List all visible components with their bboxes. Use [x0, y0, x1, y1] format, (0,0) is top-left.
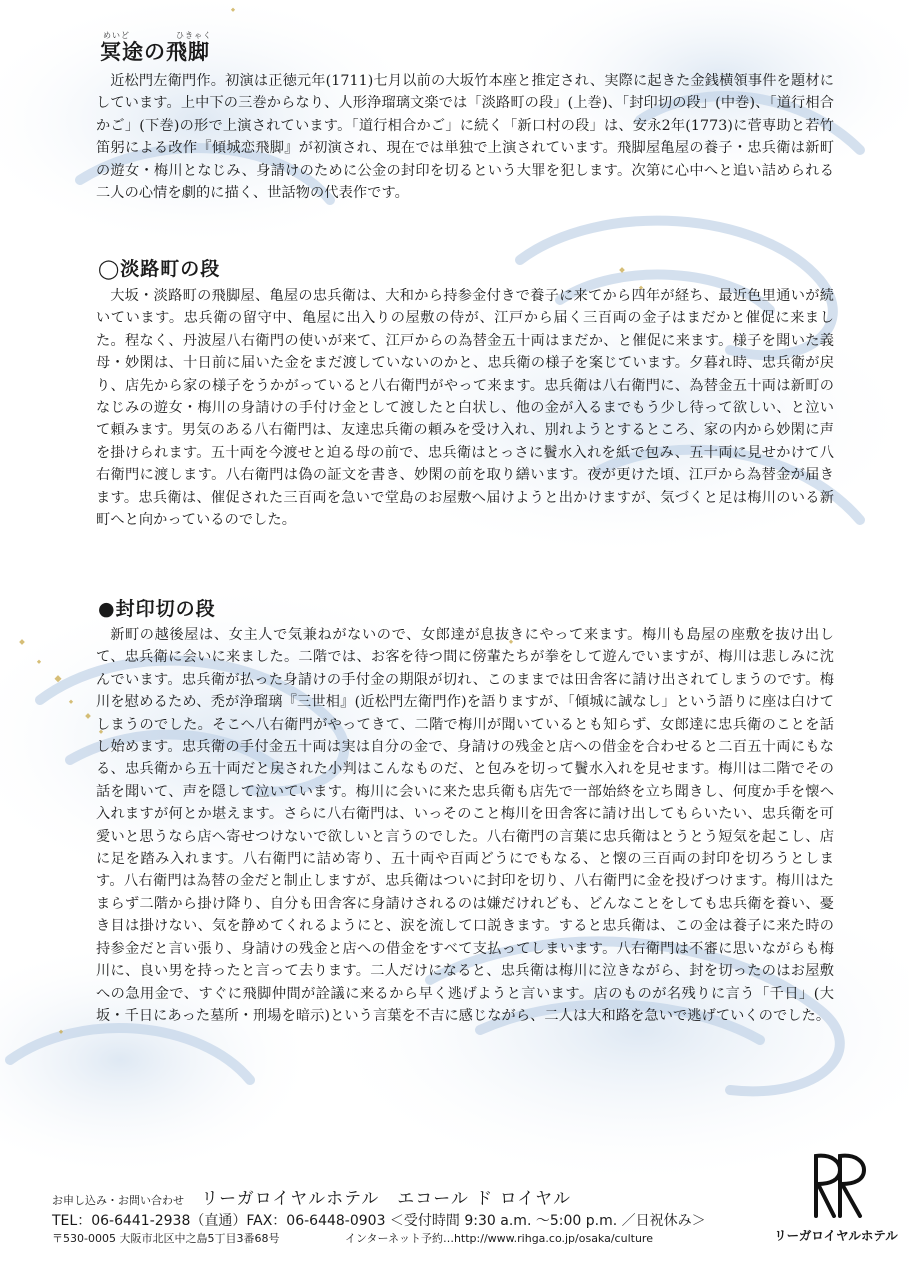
- title-ruby-hikyaku: ひきゃく: [176, 31, 212, 40]
- hotel-logo: [770, 1152, 902, 1252]
- intro-paragraph: 近松門左衛門作。初演は正徳元年(1711)七月以前の大坂竹本座と推定され、実際に起きた金銭横領事件を題材にしています。上中下の三巻からなり、人形浄瑠璃文楽では「淡路町の段」(上巻)、「封印切の段」(中巻)、「道行相合かご」(下巻)の形で上演されています。「道行相合かご」に続く「新口村の段」は、安永2年(1773)に菅専助と若竹笛躬による改作『傾城恋飛脚』が初演され、現在では単独で上演されています。飛脚屋亀屋の養子・忠兵衛は新町の遊女・梅川となじみ、身請けのために公金の封印を切るという大罪を犯します。次第に心中へと追い詰められる二人の心情を劇的に描く、世話物の代表作です。: [96, 73, 834, 202]
- section-heading-fuuingiri: ●封印切の段: [98, 598, 216, 620]
- logo-text: リーガロイヤルホテル: [774, 1228, 898, 1243]
- phone-line: TEL：06-6441-2938（直通）FAX：06-6448-0903 ＜受付時間 9:30 a.m. ～5:00 p.m. ／日祝休み＞: [52, 1213, 706, 1229]
- section-body-awajimachi: 大坂・淡路町の飛脚屋、亀屋の忠兵衛は、大和から持参金付きで養子に来てから四年が経ち、最近色里通いが続いています。忠兵衛の留守中、亀屋に出入りの屋敷の侍が、江戸から届く三百両の金子はまだかと催促に来ました。程なく、丹波屋八右衛門の使いが来て、江戸からの為替金五十両はまだか、と催促に来ます。様子を聞いた義母・妙閑は、十日前に届いた金をまだ渡していないのかと、忠兵衛の様子を案じています。夕暮れ時、忠兵衛が戻り、店先から家の様子をうかがっていると八右衛門がやって来ます。忠兵衛は八右衛門に、為替金五十両は新町のなじみの遊女・梅川の身請けの手付け金として渡したと白状し、他の金が入るまでもう少し待って欲しい、と泣いて頼みます。男気のある八右衛門は、友達忠兵衛の頼みを受け入れ、別れようとするところ、家の内から妙閑に声を掛けられます。五十両を今渡せと迫る母の前で、忠兵衛はとっさに鬢水入れを紙で包み、五十両に見せかけて八右衛門に渡します。八右衛門は偽の証文を書き、妙閑の前を取り繕います。夜が更けた頃、江戸から為替金が届きます。忠兵衛は、催促された三百両を急いで堂島のお屋敷へ届けようと出かけますが、気づくと足は梅川のいる新町へと向かっているのでした。: [96, 288, 834, 529]
- page-title: 冥途の飛脚: [100, 39, 210, 64]
- address: 〒530-0005 大阪市北区中之島5丁目3番68号: [52, 1232, 280, 1245]
- section-body-fuuingiri: 新町の越後屋は、女主人で気兼ねがないので、女郎達が息抜きにやって来ます。梅川も島屋の座敷を抜け出して、忠兵衛に会いに来ました。二階では、お客を待つ間に傍輩たちが拳をして遊んでいますが、梅川は悲しみに沈んでいます。忠兵衛が払った身請けの手付金の期限が切れ、このままでは田舎客に請け出されてしまうのです。梅川を慰めるため、禿が浄瑠璃『三世相』(近松門左衛門作)を語りますが、「傾城に誠なし」という語りに座は白けてしまうのでした。そこへ八右衛門がやってきて、二階で梅川が聞いているとも知らず、女郎達に忠兵衛のことを話し始めます。忠兵衛の手付金五十両は実は自分の金で、身請けの残金と店への借金を合わせると二百五十両にもなる、忠兵衛から五十両だと戻された小判はこんなものだ、と包みを切って鬢水入れを見せます。梅川は二階でその話を聞いて、声を隠して泣いています。梅川に会いに来た忠兵衛も店先で一部始終を立ち聞きし、何度か手を懐へ入れますが何とか堪えます。さらに八右衛門は、いっそのこと梅川を田舎客に請け出してもらいたい、忠兵衛を可愛いと思うなら店へ寄せつけないで欲しいと言うのでした。八右衛門の言葉に忠兵衛はとうとう短気を起こし、店に足を踏み入れます。八右衛門に詰め寄り、五十両や百両どうにでもなる、と懐の三百両の封印を切ろうとします。八右衛門は為替の金だと制止しますが、忠兵衛はついに封印を切り、八右衛門に金を投げつけます。梅川はたまらず二階から掛け降り、自分も田舎客に身請けされるのは嫌だけれども、どんなことをしても忠兵衛を養い、憂き目は掛けない、気を静めてくれるようにと、涙を流して口説きます。すると忠兵衛は、この金は養子に来た時の持参金だと言い張り、身請けの残金と店への借金をすべて支払ってしまいます。八右衛門は不審に思いながらも梅川に、良い男を持ったと言って去ります。二人だけになると、忠兵衛は梅川に泣きながら、封を切ったのはお屋敷への急用金で、すぐに飛脚仲間が詮議に来るから早く逃げようと言います。店のものが名残りに言う「千日」(大坂・千日にあった墓所・刑場を暗示)という言葉を不吉に感じながら、二人は大和路を急いで逃げていくのでした。: [96, 627, 834, 1024]
- contact-label: お申し込み・お問い合わせ: [52, 1194, 184, 1207]
- web-reservation-link[interactable]: インターネット予約…http://www.rihga.co.jp/osaka/culture: [344, 1232, 653, 1245]
- rr-logo-mark: [810, 1152, 870, 1218]
- venue-name: リーガロイヤルホテル エコール ド ロイヤル: [201, 1189, 572, 1209]
- section-heading-awajimachi: ◯淡路町の段: [98, 258, 221, 280]
- title-ruby-meido: めいど: [103, 31, 130, 40]
